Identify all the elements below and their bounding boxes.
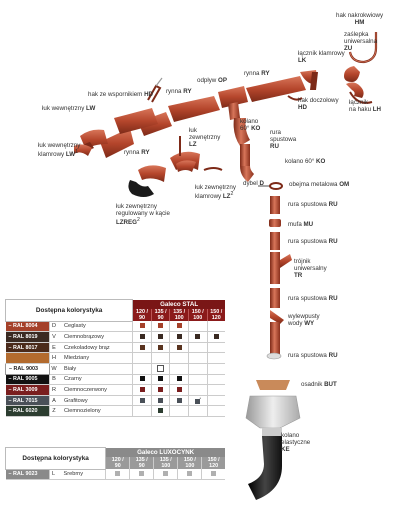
- label-outer-clip-corner: łuk zewnętrzny klamrowy $LZ^2$: [195, 184, 236, 201]
- availability-cell: [188, 363, 207, 374]
- label-adjustable-corner: łuk zewnętrzny regulowany w kącie LZREG$^2$: [116, 203, 170, 227]
- label-gutter-left: rynna RY: [124, 149, 150, 156]
- availability-swatch: [177, 345, 182, 350]
- color-row: [6, 395, 226, 406]
- availability-cell: [170, 321, 189, 332]
- color-name: Biały: [58, 363, 133, 374]
- metal-bracket-part: [270, 183, 282, 189]
- availability-swatch: [158, 376, 163, 381]
- size-header: 150 / 100: [178, 457, 202, 469]
- color-letter: B: [50, 374, 59, 385]
- availability-cell: [133, 385, 152, 396]
- outlet-part: [218, 86, 248, 120]
- availability-swatch: [158, 323, 163, 328]
- availability-cell: [170, 374, 189, 385]
- label-downpipe-c: rura spustowa RU: [288, 295, 338, 302]
- availability-swatch: [177, 398, 182, 403]
- availability-cell: [133, 374, 152, 385]
- label-downpipe-d: rura spustowa RU: [288, 352, 338, 359]
- color-letter: Z: [50, 406, 59, 417]
- label-hook-connector: łącznik na haku LH: [349, 99, 382, 113]
- size-header: 135 / 100: [154, 457, 178, 469]
- color-row: [6, 363, 226, 374]
- size-header: 135 / 100: [170, 309, 189, 321]
- availability-cell: [207, 406, 225, 417]
- availability-swatch: [140, 387, 145, 392]
- color-row: [6, 342, 226, 353]
- color-row: [6, 353, 226, 364]
- end-cap-part: [344, 66, 360, 82]
- availability-swatch: [158, 345, 163, 350]
- availability-cell: [170, 353, 189, 364]
- availability-cell: [133, 406, 152, 417]
- availability-cell: [133, 321, 152, 332]
- availability-cell: [151, 342, 170, 353]
- availability-cell: [106, 469, 130, 480]
- availability-cell: [188, 385, 207, 396]
- availability-cell: [178, 469, 202, 480]
- availability-cell: [207, 342, 225, 353]
- availability-cell: [151, 353, 170, 364]
- grate-part: [267, 353, 281, 359]
- color-name: Ceglasty: [58, 321, 133, 332]
- table-title: Dostępna kolorystyka: [6, 448, 106, 470]
- size-header: 150 / 120: [207, 309, 225, 321]
- availability-cell: [154, 469, 178, 480]
- label-gutter-mid: rynna RY: [166, 88, 192, 95]
- availability-cell: [151, 332, 170, 343]
- availability-swatch: [177, 376, 182, 381]
- color-row: [6, 469, 226, 480]
- availability-swatch: [158, 398, 163, 403]
- color-row: [6, 321, 226, 332]
- size-header: 150 / 120: [202, 457, 225, 469]
- color-table-ocynk: [5, 447, 225, 480]
- color-letter: V: [50, 332, 59, 343]
- color-letter: H: [50, 353, 59, 364]
- availability-swatch: [157, 365, 164, 372]
- ral-code: – RAL 8017: [6, 342, 50, 353]
- availability-cell: [207, 363, 225, 374]
- availability-cell: [188, 342, 207, 353]
- ral-code: – RAL 8019: [6, 332, 50, 343]
- sediment-trap-part: [246, 380, 300, 436]
- availability-swatch: [140, 398, 145, 403]
- color-name: Ciemnoczerwony: [58, 385, 133, 396]
- label-flex-elbow: kolano elastyczne KE: [281, 432, 311, 453]
- label-socket: mufa MU: [288, 221, 314, 228]
- availability-cell: [207, 321, 225, 332]
- availability-cell: [188, 332, 207, 343]
- availability-cell: [130, 469, 154, 480]
- outer-clip-corner-part: [176, 160, 222, 172]
- availability-swatch: [158, 387, 163, 392]
- size-header: 120 / 90: [133, 309, 152, 321]
- availability-cell: [170, 332, 189, 343]
- color-row: [6, 332, 226, 343]
- availability-cell: [133, 332, 152, 343]
- availability-cell: [151, 321, 170, 332]
- hanger-hook-part: [148, 78, 162, 102]
- label-outlet: odpływ OP: [197, 77, 227, 84]
- ral-code: – RAL 8004: [6, 321, 50, 332]
- label-bracket-hook: hak ze wspornikiem HD: [88, 91, 154, 98]
- availability-cell: [207, 353, 225, 364]
- label-inner-clip-corner: łuk wewnętrzny klamrowy $LW^1$: [38, 142, 81, 159]
- availability-cell: [151, 363, 170, 374]
- availability-cell: [188, 406, 207, 417]
- ral-code: [6, 353, 50, 364]
- color-name: Srebrny: [58, 469, 106, 480]
- label-gutter-top: rynna RY: [244, 70, 270, 77]
- color-letter: L: [49, 469, 58, 480]
- flexible-elbow-part: [248, 436, 282, 500]
- label-metal-bracket: obejma metalowa OM: [289, 181, 350, 188]
- downpipe-upper: [240, 144, 250, 166]
- availability-cell: [151, 385, 170, 396]
- color-letter: W: [50, 363, 59, 374]
- label-front-hook: hak doczołowy HD: [298, 97, 339, 111]
- label-end-cap: zaślepka uniwersalna ZU: [344, 31, 378, 52]
- availability-swatch: [187, 471, 192, 476]
- availability-cell: [170, 363, 189, 374]
- ral-code: – RAL 9005: [6, 374, 50, 385]
- size-header: 150 / 100: [188, 309, 207, 321]
- availability-cell: [151, 406, 170, 417]
- availability-cell: [188, 395, 207, 406]
- size-header: 120 / 90: [106, 457, 130, 469]
- availability-swatch: [195, 334, 200, 339]
- label-inner-corner: łuk wewnętrzny LW: [42, 105, 96, 112]
- availability-cell: [207, 374, 225, 385]
- brand-header: Galeco LUXOCYNK: [106, 448, 225, 458]
- ral-code: – RAL 9023: [6, 469, 50, 480]
- color-table-stal: [5, 299, 225, 417]
- adjustable-corner-part: [128, 165, 166, 197]
- color-row: [6, 385, 226, 396]
- ral-code: – RAL 9003: [6, 363, 50, 374]
- label-dowel: dybel D: [243, 180, 264, 187]
- availability-swatch: [177, 334, 182, 339]
- availability-cell: [202, 469, 225, 480]
- label-downpipe-a: rura spustowa RU: [288, 201, 338, 208]
- label-elbow-60-upper: kolano 60° KO: [240, 118, 261, 132]
- availability-swatch: [211, 471, 216, 476]
- brand-header: Galeco STAL: [133, 300, 225, 310]
- color-letter: R: [50, 385, 59, 396]
- color-name: Ciemnobrązowy: [58, 332, 133, 343]
- availability-swatch: [140, 376, 145, 381]
- color-name: Miedziany: [58, 353, 133, 364]
- availability-cell: [133, 342, 152, 353]
- availability-cell: [170, 385, 189, 396]
- label-downpipe-upper: rura spustowa RU: [270, 129, 297, 150]
- availability-cell: [170, 342, 189, 353]
- table-title: Dostępna kolorystyka: [6, 300, 133, 322]
- availability-cell: [133, 395, 152, 406]
- label-rafter-hook: hak nakrokwiowy HM: [336, 12, 384, 26]
- availability-swatch: [177, 323, 182, 328]
- availability-swatch: [140, 334, 145, 339]
- size-header: 135 / 90: [151, 309, 170, 321]
- availability-cell: [151, 374, 170, 385]
- label-downpipe-b: rura spustowa RU: [288, 238, 338, 245]
- label-elbow-60-lower: kolano 60° KO: [285, 158, 326, 165]
- label-clip-connector: łącznik klamrowy LK: [298, 50, 345, 64]
- color-name: Czekoladowy brąz: [58, 342, 133, 353]
- availability-swatch: [214, 334, 219, 339]
- availability-swatch: [177, 387, 182, 392]
- color-name: Grafitowy: [58, 395, 133, 406]
- availability-cell: [207, 332, 225, 343]
- availability-cell: [133, 363, 152, 374]
- availability-cell: [188, 321, 207, 332]
- availability-swatch: [158, 408, 163, 413]
- color-name: Ciemnozielony: [58, 406, 133, 417]
- ral-code: – RAL 6020: [6, 406, 50, 417]
- color-letter: A: [50, 395, 59, 406]
- ral-code: – RAL 7015: [6, 395, 50, 406]
- availability-swatch: [115, 471, 120, 476]
- availability-cell: [170, 395, 189, 406]
- color-letter: D: [50, 321, 59, 332]
- label-tee: trójnik uniwersalny TR: [294, 258, 327, 279]
- color-row: [6, 406, 226, 417]
- label-water-outlet: wylewpusty wody WY: [288, 313, 320, 327]
- availability-cell: [188, 353, 207, 364]
- footnote-mark: *: [199, 396, 202, 402]
- size-header: 135 / 90: [130, 457, 154, 469]
- color-letter: E: [50, 342, 59, 353]
- color-row: [6, 374, 226, 385]
- label-sediment-trap: osadnik BUT: [301, 381, 337, 388]
- availability-cell: [207, 395, 225, 406]
- availability-swatch: [140, 323, 145, 328]
- availability-cell: [188, 374, 207, 385]
- availability-cell: [170, 406, 189, 417]
- availability-cell: [151, 395, 170, 406]
- color-name: Czarny: [58, 374, 133, 385]
- availability-cell: [207, 385, 225, 396]
- ral-code: – RAL 3009: [6, 385, 50, 396]
- availability-swatch: [158, 334, 163, 339]
- availability-cell: [133, 353, 152, 364]
- availability-swatch: [163, 471, 168, 476]
- availability-swatch: [140, 345, 145, 350]
- availability-swatch: [139, 471, 144, 476]
- label-outer-corner: łuk zewnętrzny LZ: [189, 127, 221, 148]
